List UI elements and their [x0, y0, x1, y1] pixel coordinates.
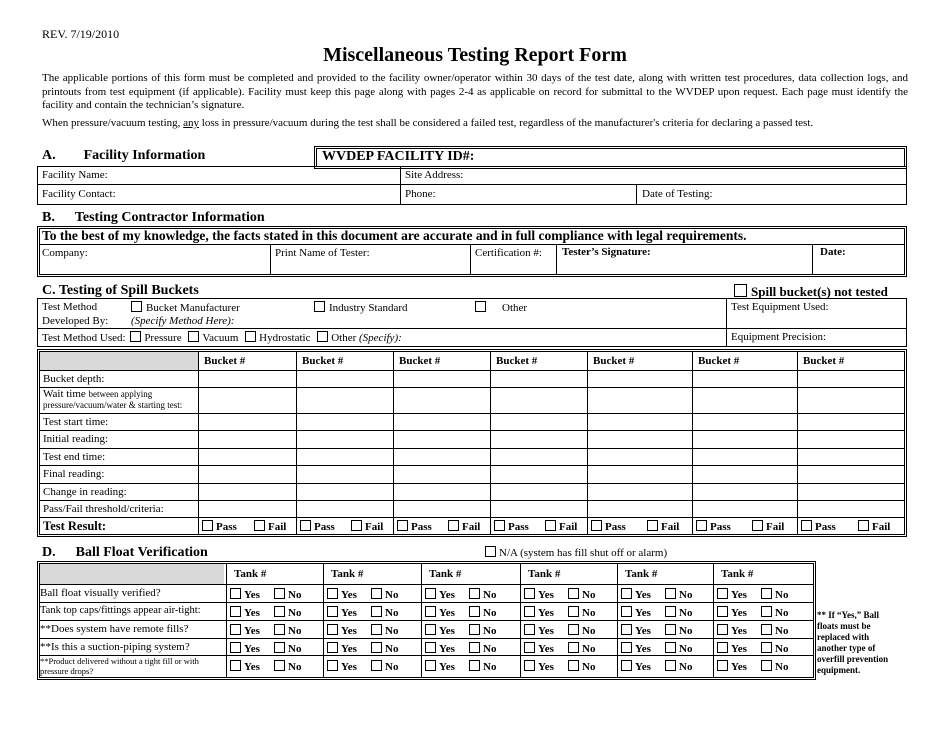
yes-option[interactable]: Yes: [621, 624, 651, 637]
yes-option[interactable]: Yes: [524, 624, 554, 637]
pass-option[interactable]: Pass: [591, 520, 626, 533]
bucket-row-label: Final reading:: [43, 468, 105, 480]
grid-corner-shaded: [40, 352, 198, 370]
no-option[interactable]: No: [568, 624, 595, 637]
yes-option[interactable]: Yes: [524, 660, 554, 673]
bucket-row-label: Bucket depth:: [43, 373, 105, 385]
tank-header[interactable]: Tank #: [234, 568, 267, 580]
yes-option[interactable]: Yes: [717, 588, 747, 601]
pass-option[interactable]: Pass: [300, 520, 335, 533]
vacuum-option[interactable]: Vacuum: [188, 332, 238, 344]
facility-id-label: WVDEP FACILITY ID#:: [322, 149, 475, 164]
yes-option[interactable]: Yes: [327, 624, 357, 637]
no-option[interactable]: No: [665, 588, 692, 601]
ball-float-row-label: **Product delivered without a tight fill or with pressure drops?: [40, 656, 199, 676]
test-result-label: Test Result:: [43, 519, 107, 533]
facility-name-field[interactable]: Facility Name:: [42, 169, 108, 181]
site-address-field[interactable]: Site Address:: [405, 169, 464, 181]
no-option[interactable]: No: [761, 588, 788, 601]
yes-option[interactable]: Yes: [327, 660, 357, 673]
certification-field[interactable]: Certification #:: [475, 247, 542, 259]
facility-contact-field[interactable]: Facility Contact:: [42, 188, 116, 200]
ball-float-row-label: Ball float visually verified?: [40, 587, 161, 599]
no-option[interactable]: No: [761, 624, 788, 637]
bucket-row-label: Wait time between applying pressure/vacuum/water & starting test:: [43, 388, 183, 410]
yes-option[interactable]: Yes: [717, 624, 747, 637]
pass-option[interactable]: Pass: [397, 520, 432, 533]
bucket-row-label: Pass/Fail threshold/criteria:: [43, 503, 164, 515]
no-option[interactable]: No: [469, 624, 496, 637]
specify-method-field[interactable]: (Specify Method Here):: [131, 315, 235, 327]
other-method-option[interactable]: Other: [475, 301, 527, 314]
developed-by-label: Developed By:: [42, 315, 109, 327]
tank-header[interactable]: Tank #: [625, 568, 658, 580]
tank-header[interactable]: Tank #: [331, 568, 364, 580]
tank-header[interactable]: Tank #: [528, 568, 561, 580]
no-option[interactable]: No: [371, 660, 398, 673]
no-option[interactable]: No: [274, 660, 301, 673]
facility-info-table: [37, 166, 907, 205]
intro-paragraph: The applicable portions of this form must be completed and provided to the facility owner/operator within 30 days of the test date, along with written test procedures, data collection logs, and printouts from test equipment (if applicable). Facility must keep this page along with pages 2-4 as applicable on record for submittal to the WVDEP upon request. Each page must identify the facility and contain the technician’s signature.: [42, 72, 908, 111]
yes-option[interactable]: Yes: [425, 660, 455, 673]
yes-option[interactable]: Yes: [425, 642, 455, 655]
tank-header[interactable]: Tank #: [721, 568, 754, 580]
yes-option[interactable]: Yes: [425, 624, 455, 637]
attestation-statement: To the best of my knowledge, the facts stated in this document are accurate and in full compliance with legal requirements.: [42, 228, 747, 243]
no-option[interactable]: No: [568, 660, 595, 673]
section-d-heading: D. Ball Float Verification: [42, 545, 208, 560]
hydrostatic-option[interactable]: Hydrostatic: [245, 332, 310, 344]
bucket-row-label: Change in reading:: [43, 486, 127, 498]
bucket-row-label: Test end time:: [43, 451, 106, 463]
ball-float-row-label: **Does system have remote fills?: [40, 623, 189, 635]
page-title: Miscellaneous Testing Report Form: [323, 44, 627, 66]
yes-option[interactable]: Yes: [327, 642, 357, 655]
yes-option[interactable]: Yes: [717, 642, 747, 655]
yes-option[interactable]: Yes: [425, 606, 455, 619]
no-option[interactable]: No: [568, 606, 595, 619]
other-used-option[interactable]: Other (Specify):: [317, 332, 402, 344]
overfill-note: ** If “Yes,” Ball floats must be replaced with another type of overfill prevention equipment.: [817, 610, 889, 675]
yes-option[interactable]: Yes: [621, 606, 651, 619]
bucket-header[interactable]: Bucket #: [593, 355, 635, 367]
fail-option[interactable]: Fail: [351, 520, 383, 533]
fail-option[interactable]: Fail: [545, 520, 577, 533]
industry-standard-option[interactable]: Industry Standard: [314, 301, 408, 314]
no-option[interactable]: No: [761, 642, 788, 655]
company-field[interactable]: Company:: [42, 247, 88, 259]
pass-option[interactable]: Pass: [696, 520, 731, 533]
bucket-header[interactable]: Bucket #: [803, 355, 845, 367]
pressure-vacuum-notice: When pressure/vacuum testing, any loss in pressure/vacuum during the test shall be considered a failed test, regardless of the manufacturer's criteria for declaring a passed test.: [42, 117, 814, 129]
yes-option[interactable]: Yes: [717, 660, 747, 673]
no-option[interactable]: No: [371, 588, 398, 601]
equipment-precision-field[interactable]: Equipment Precision:: [731, 331, 827, 343]
fail-option[interactable]: Fail: [858, 520, 890, 533]
date-field[interactable]: Date:: [820, 246, 846, 258]
pass-option[interactable]: Pass: [202, 520, 237, 533]
no-option[interactable]: No: [274, 606, 301, 619]
fail-option[interactable]: Fail: [752, 520, 784, 533]
no-option[interactable]: No: [665, 624, 692, 637]
no-option[interactable]: No: [469, 606, 496, 619]
no-option[interactable]: No: [568, 642, 595, 655]
spill-not-tested-option[interactable]: Spill bucket(s) not tested: [734, 284, 888, 300]
yes-option[interactable]: Yes: [425, 588, 455, 601]
test-equipment-field[interactable]: Test Equipment Used:: [731, 301, 829, 313]
no-option[interactable]: No: [469, 642, 496, 655]
pass-option[interactable]: Pass: [494, 520, 529, 533]
no-option[interactable]: No: [274, 624, 301, 637]
bucket-header[interactable]: Bucket #: [698, 355, 740, 367]
test-method-label: Test Method: [42, 301, 98, 313]
no-option[interactable]: No: [274, 642, 301, 655]
bucket-row-label: Initial reading:: [43, 433, 109, 445]
test-method-used-label: Test Method Used: Pressure Vacuum Hydrostatic Other (Specify):: [42, 332, 402, 344]
yes-option[interactable]: Yes: [524, 642, 554, 655]
no-option[interactable]: No: [371, 606, 398, 619]
bucket-manufacturer-option[interactable]: Bucket Manufacturer: [131, 301, 240, 314]
yes-option[interactable]: Yes: [230, 642, 260, 655]
yes-option[interactable]: Yes: [230, 606, 260, 619]
signature-field[interactable]: Tester’s Signature:: [562, 246, 651, 258]
section-a-heading: A. Facility Information: [42, 148, 206, 163]
no-option[interactable]: No: [568, 588, 595, 601]
revision-date: REV. 7/19/2010: [42, 27, 120, 41]
yes-option[interactable]: Yes: [524, 606, 554, 619]
grid-corner-shaded-d: [40, 564, 224, 584]
yes-option[interactable]: Yes: [621, 642, 651, 655]
yes-option[interactable]: Yes: [621, 588, 651, 601]
fail-option[interactable]: Fail: [254, 520, 286, 533]
no-option[interactable]: No: [469, 660, 496, 673]
bucket-header[interactable]: Bucket #: [302, 355, 344, 367]
no-option[interactable]: No: [761, 606, 788, 619]
no-option[interactable]: No: [371, 642, 398, 655]
pressure-option[interactable]: Pressure: [128, 332, 181, 344]
no-option[interactable]: No: [665, 606, 692, 619]
section-c-heading: C. Testing of Spill Buckets: [42, 283, 199, 298]
yes-option[interactable]: Yes: [621, 660, 651, 673]
yes-option[interactable]: Yes: [327, 588, 357, 601]
na-option[interactable]: N/A (system has fill shut off or alarm): [485, 546, 667, 559]
bucket-row-label: Test start time:: [43, 416, 109, 428]
yes-option[interactable]: Yes: [230, 660, 260, 673]
ball-float-row-label: **Is this a suction-piping system?: [40, 641, 190, 653]
yes-option[interactable]: Yes: [524, 588, 554, 601]
fail-option[interactable]: Fail: [448, 520, 480, 533]
no-option[interactable]: No: [371, 624, 398, 637]
pass-option[interactable]: Pass: [801, 520, 836, 533]
yes-option[interactable]: Yes: [327, 606, 357, 619]
no-option[interactable]: No: [761, 660, 788, 673]
yes-option[interactable]: Yes: [230, 588, 260, 601]
tank-header[interactable]: Tank #: [429, 568, 462, 580]
no-option[interactable]: No: [469, 588, 496, 601]
bucket-header[interactable]: Bucket #: [496, 355, 538, 367]
ball-float-row-label: Tank top caps/fittings appear air-tight:: [40, 605, 201, 616]
section-b-heading: B. Testing Contractor Information: [42, 210, 265, 225]
tester-name-field[interactable]: Print Name of Tester:: [275, 247, 370, 259]
spill-bucket-grid: [37, 349, 907, 537]
yes-option[interactable]: Yes: [230, 624, 260, 637]
no-option[interactable]: No: [274, 588, 301, 601]
phone-field[interactable]: Phone:: [405, 188, 436, 200]
date-of-testing-field[interactable]: Date of Testing:: [642, 188, 713, 200]
no-option[interactable]: No: [665, 642, 692, 655]
no-option[interactable]: No: [665, 660, 692, 673]
yes-option[interactable]: Yes: [717, 606, 747, 619]
bucket-header[interactable]: Bucket #: [204, 355, 246, 367]
fail-option[interactable]: Fail: [647, 520, 679, 533]
bucket-header[interactable]: Bucket #: [399, 355, 441, 367]
spill-not-tested-checkbox[interactable]: [734, 284, 747, 297]
